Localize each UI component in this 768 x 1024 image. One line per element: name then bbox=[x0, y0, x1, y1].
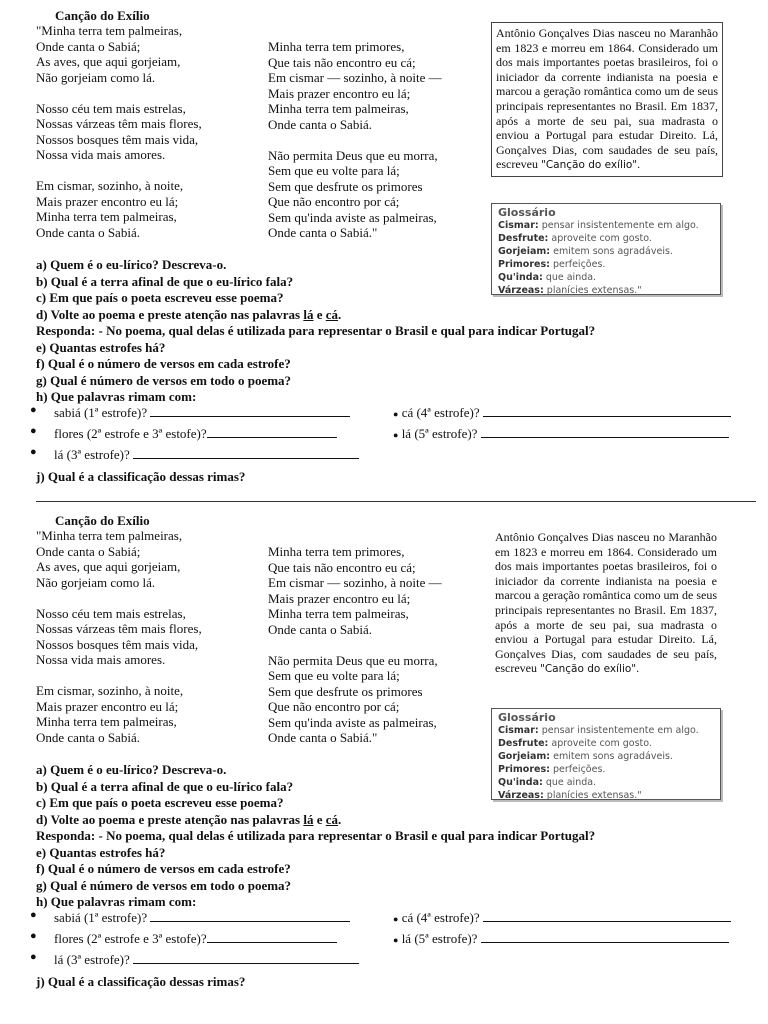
poem-title: Canção do Exílio bbox=[55, 513, 150, 528]
glossary-definition: perfeições. bbox=[552, 259, 606, 270]
poem-line: Minha terra tem palmeiras, bbox=[36, 714, 177, 729]
glossary-definition: planícies extensas." bbox=[546, 790, 642, 801]
question-d-text: d) Volte ao poema e preste atenção nas palavras bbox=[36, 306, 304, 322]
poem-line: Não permita Deus que eu morra, bbox=[268, 147, 438, 163]
poem-line: Onde canta o Sabiá. bbox=[268, 621, 372, 637]
bullet-icon: ● bbox=[30, 909, 37, 921]
glossary-term: Desfrute: bbox=[498, 233, 549, 244]
question-d bbox=[36, 307, 595, 324]
question-g: g) Qual é número de versos em todo o poema? bbox=[36, 877, 292, 893]
poem-line: Que tais não encontro eu cá; bbox=[268, 54, 416, 70]
question-d-end: . bbox=[338, 306, 342, 322]
poem-stanza bbox=[268, 39, 442, 132]
question-b: b) Qual é a terra afinal de que o eu-lírico fala? bbox=[36, 778, 294, 794]
poem-line: Minha terra tem palmeiras, bbox=[36, 209, 177, 224]
poem-line: As aves, que aqui gorjeiam, bbox=[36, 54, 181, 69]
glossary-heading: Glossário bbox=[498, 206, 556, 219]
rhyme-item bbox=[54, 446, 359, 463]
poem-line: Nosso céu tem mais estrelas, bbox=[36, 605, 186, 621]
poem-stanza bbox=[36, 606, 202, 668]
rhyme-label: cá (4ª estrofe)? bbox=[401, 910, 480, 925]
rhyme-label: lá (5ª estrofe)? bbox=[401, 931, 478, 946]
section-divider bbox=[36, 501, 756, 502]
question-e: e) Quantas estrofes há? bbox=[36, 844, 166, 860]
glossary-item bbox=[498, 232, 714, 245]
poem-title: Canção do Exílio bbox=[55, 8, 150, 23]
answer-blank[interactable] bbox=[150, 909, 350, 922]
glossary-term: Várzeas: bbox=[498, 285, 544, 296]
poem-column-left bbox=[36, 23, 202, 256]
poem-line: Que não encontro por cá; bbox=[268, 699, 400, 714]
question-h: h) Que palavras rimam com: bbox=[36, 389, 197, 404]
poem-line: Mais prazer encontro eu lá; bbox=[268, 590, 411, 606]
glossary-term: Cismar: bbox=[498, 725, 539, 736]
glossary-item bbox=[498, 737, 714, 750]
question-d-and: e bbox=[313, 811, 326, 827]
poem-stanza bbox=[36, 23, 202, 85]
poem-line: Mais prazer encontro eu lá; bbox=[36, 193, 179, 209]
question-d bbox=[36, 812, 595, 829]
poem-line: As aves, que aqui gorjeiam, bbox=[36, 559, 181, 574]
answer-blank[interactable] bbox=[483, 909, 731, 922]
poem-line: Nossos bosques têm mais vida, bbox=[36, 131, 199, 147]
word-ca: cá bbox=[325, 306, 339, 322]
rhyme-item bbox=[54, 909, 350, 926]
question-c: c) Em que país o poeta escreveu esse poema? bbox=[36, 290, 284, 305]
answer-blank[interactable] bbox=[481, 930, 729, 943]
rhyme-item: ● cá (4ª estrofe)? bbox=[393, 909, 731, 926]
bullet-icon: ● bbox=[30, 930, 37, 942]
answer-blank[interactable] bbox=[133, 951, 359, 964]
poem-stanza bbox=[36, 683, 202, 745]
glossary-item bbox=[498, 724, 714, 737]
poem-line: "Minha terra tem palmeiras, bbox=[36, 528, 183, 543]
glossary-definition: emitem sons agradáveis. bbox=[553, 246, 673, 257]
answer-blank[interactable] bbox=[207, 930, 337, 943]
question-g: g) Qual é número de versos em todo o poema? bbox=[36, 372, 292, 388]
questions-block bbox=[36, 257, 595, 406]
poem-line: Sem qu'inda aviste as palmeiras, bbox=[268, 714, 437, 730]
glossary-definition: perfeições. bbox=[552, 764, 606, 775]
poem-stanza bbox=[268, 148, 442, 241]
poem-line: Onde canta o Sabiá. bbox=[268, 116, 372, 132]
glossary-definition: que ainda. bbox=[545, 777, 597, 788]
question-b: b) Qual é a terra afinal de que o eu-lírico fala? bbox=[36, 273, 294, 289]
rhyme-item bbox=[54, 404, 350, 421]
rhyme-label: sabiá (1ª estrofe)? bbox=[54, 910, 148, 925]
bio-text: Antônio Gonçalves Dias nasceu no Maranhão em 1823 e morreu em 1864. Considerado um dos mais importantes poetas brasileiros, foi o iniciador da corrente indianista na poesia e marcou a geração romântica como um de seus principais representantes no Brasil. Em 1837, após a morte de seu pai, sua madrasta o enviou a Portugal para estudar Direito. Lá, Gonçalves Dias, com saudades de seu país, escreveu bbox=[496, 26, 718, 172]
glossary-term: Qu'inda: bbox=[498, 777, 543, 788]
poem-line: Nosso céu tem mais estrelas, bbox=[36, 100, 186, 116]
bio-work-title: "Canção do exílio" bbox=[540, 159, 638, 172]
poem-line: Mais prazer encontro eu lá; bbox=[36, 698, 179, 714]
bullet-icon: ● bbox=[30, 425, 37, 437]
poem-stanza bbox=[36, 178, 202, 240]
question-d-and: e bbox=[313, 306, 326, 322]
word-ca: cá bbox=[325, 811, 339, 827]
poem-line: Sem que eu volte para lá; bbox=[268, 163, 400, 178]
poem-line: Onde canta o Sabiá." bbox=[268, 225, 378, 240]
poem-line: Sem que desfrute os primores bbox=[268, 178, 423, 194]
poem-line: Mais prazer encontro eu lá; bbox=[268, 85, 411, 101]
poem-line: Onde canta o Sabiá; bbox=[36, 38, 141, 54]
glossary-definition: aproveite com gosto. bbox=[551, 738, 652, 749]
poem-line: Não gorjeiam como lá. bbox=[36, 574, 156, 590]
author-bio-box bbox=[491, 527, 721, 680]
poem-line: "Minha terra tem palmeiras, bbox=[36, 23, 183, 38]
glossary-term: Desfrute: bbox=[498, 738, 549, 749]
glossary-definition: aproveite com gosto. bbox=[551, 233, 652, 244]
poem-line: Nossas várzeas têm mais flores, bbox=[36, 621, 202, 636]
poem-line: Nossa vida mais amores. bbox=[36, 652, 166, 667]
answer-blank[interactable] bbox=[150, 404, 350, 417]
questions-block bbox=[36, 762, 595, 911]
poem-column-right bbox=[268, 39, 442, 256]
glossary-definition: que ainda. bbox=[545, 272, 597, 283]
question-d-text: d) Volte ao poema e preste atenção nas palavras bbox=[36, 811, 304, 827]
poem-line: Em cismar — sozinho, à noite — bbox=[268, 575, 442, 590]
glossary-definition: emitem sons agradáveis. bbox=[553, 751, 673, 762]
rhyme-item bbox=[54, 425, 337, 442]
poem-line: Sem qu'inda aviste as palmeiras, bbox=[268, 209, 437, 225]
glossary-term: Várzeas: bbox=[498, 790, 544, 801]
question-e: e) Quantas estrofes há? bbox=[36, 339, 166, 355]
glossary-definition: planícies extensas." bbox=[546, 285, 642, 296]
poem-line: Minha terra tem palmeiras, bbox=[268, 606, 409, 621]
author-bio-box bbox=[491, 22, 723, 177]
poem-column-right bbox=[268, 544, 442, 761]
poem-line: Em cismar, sozinho, à noite, bbox=[36, 178, 184, 193]
bullet-icon: ● bbox=[30, 951, 37, 963]
answer-blank[interactable] bbox=[133, 446, 359, 459]
question-a: a) Quem é o eu-lírico? Descreva-o. bbox=[36, 257, 227, 272]
poem-line: Sem que desfrute os primores bbox=[268, 683, 423, 699]
rhyme-item bbox=[54, 930, 337, 947]
rhyme-label: cá (4ª estrofe)? bbox=[401, 405, 480, 420]
rhyme-item: ● lá (5ª estrofe)? bbox=[393, 425, 729, 442]
poem-line: Nossos bosques têm mais vida, bbox=[36, 636, 199, 652]
glossary-definition: pensar insistentemente em algo. bbox=[541, 220, 699, 231]
poem-line: Minha terra tem primores, bbox=[268, 544, 405, 559]
bio-end: . bbox=[637, 157, 641, 172]
poem-line: Onde canta o Sabiá. bbox=[36, 729, 140, 745]
poem-line: Nossa vida mais amores. bbox=[36, 147, 166, 162]
rhyme-label: lá (3ª estrofe)? bbox=[54, 447, 130, 462]
glossary-term: Primores: bbox=[498, 259, 550, 270]
question-j: j) Qual é a classificação dessas rimas? bbox=[36, 469, 246, 484]
glossary-term: Gorjeiam: bbox=[498, 751, 551, 762]
glossary-term: Gorjeiam: bbox=[498, 246, 551, 257]
rhyme-item bbox=[54, 951, 359, 968]
poem-line: Não gorjeiam como lá. bbox=[36, 69, 156, 85]
poem-stanza bbox=[268, 544, 442, 637]
answer-blank[interactable] bbox=[483, 404, 731, 417]
poem-line: Minha terra tem palmeiras, bbox=[268, 101, 409, 116]
poem-line: Que tais não encontro eu cá; bbox=[268, 559, 416, 575]
question-d-respond: Responda: - No poema, qual delas é utilizada para representar o Brasil e qual para indicar Portugal? bbox=[36, 323, 596, 338]
glossary-heading: Glossário bbox=[498, 711, 556, 724]
rhyme-label: lá (5ª estrofe)? bbox=[401, 426, 478, 441]
poem-line: Em cismar, sozinho, à noite, bbox=[36, 683, 184, 698]
rhyme-label: lá (3ª estrofe)? bbox=[54, 952, 130, 967]
answer-blank[interactable] bbox=[207, 425, 337, 438]
poem-line: Que não encontro por cá; bbox=[268, 194, 400, 209]
poem-line: Minha terra tem primores, bbox=[268, 39, 405, 54]
word-la: lá bbox=[303, 306, 314, 322]
poem-column-left bbox=[36, 528, 202, 761]
rhyme-label: flores (2ª estrofe e 3ª estofe)? bbox=[54, 931, 207, 946]
poem-line: Sem que eu volte para lá; bbox=[268, 668, 400, 683]
rhyme-item: ● cá (4ª estrofe)? bbox=[393, 404, 731, 421]
rhyme-label: sabiá (1ª estrofe)? bbox=[54, 405, 148, 420]
poem-line: Onde canta o Sabiá." bbox=[268, 730, 378, 745]
poem-stanza bbox=[36, 528, 202, 590]
question-a: a) Quem é o eu-lírico? Descreva-o. bbox=[36, 762, 227, 777]
question-f: f) Qual é o número de versos em cada estrofe? bbox=[36, 356, 291, 371]
rhyme-label: flores (2ª estrofe e 3ª estofe)? bbox=[54, 426, 207, 441]
question-f: f) Qual é o número de versos em cada estrofe? bbox=[36, 861, 291, 876]
poem-stanza bbox=[268, 653, 442, 746]
glossary-term: Primores: bbox=[498, 764, 550, 775]
glossary-term: Qu'inda: bbox=[498, 272, 543, 283]
poem-stanza bbox=[36, 101, 202, 163]
worksheet-copy-1 bbox=[0, 0, 768, 500]
question-c: c) Em que país o poeta escreveu esse poema? bbox=[36, 795, 284, 810]
bullet-icon: ● bbox=[30, 404, 37, 416]
poem-line: Onde canta o Sabiá; bbox=[36, 543, 141, 559]
poem-line: Onde canta o Sabiá. bbox=[36, 224, 140, 240]
poem-line: Nossas várzeas têm mais flores, bbox=[36, 116, 202, 131]
glossary-definition: pensar insistentemente em algo. bbox=[541, 725, 699, 736]
question-d-respond: Responda: - No poema, qual delas é utilizada para representar o Brasil e qual para indicar Portugal? bbox=[36, 828, 596, 843]
glossary-term: Cismar: bbox=[498, 220, 539, 231]
bio-work-title: "Canção do exílio" bbox=[539, 663, 637, 676]
question-d-end: . bbox=[338, 811, 342, 827]
poem-line: Em cismar — sozinho, à noite — bbox=[268, 70, 442, 85]
word-la: lá bbox=[303, 811, 314, 827]
glossary-item bbox=[498, 219, 714, 232]
question-j: j) Qual é a classificação dessas rimas? bbox=[36, 974, 246, 989]
question-h: h) Que palavras rimam com: bbox=[36, 894, 197, 909]
bio-end: . bbox=[636, 661, 640, 676]
worksheet-copy-2 bbox=[0, 505, 768, 1005]
rhyme-item: ● lá (5ª estrofe)? bbox=[393, 930, 729, 947]
bio-text: Antônio Gonçalves Dias nasceu no Maranhão em 1823 e morreu em 1864. Considerado um dos mais importantes poetas brasileiros, foi o iniciador da corrente indianista na poesia e marcou a geração romântica como um de seus principais representantes no Brasil. Em 1837, após a morte de seu pai, sua madrasta o enviou a Portugal para estudar Direito. Lá, Gonçalves Dias, com saudades de seu país, escreveu bbox=[495, 530, 717, 676]
answer-blank[interactable] bbox=[481, 425, 729, 438]
poem-line: Não permita Deus que eu morra, bbox=[268, 652, 438, 668]
bullet-icon: ● bbox=[30, 446, 37, 458]
